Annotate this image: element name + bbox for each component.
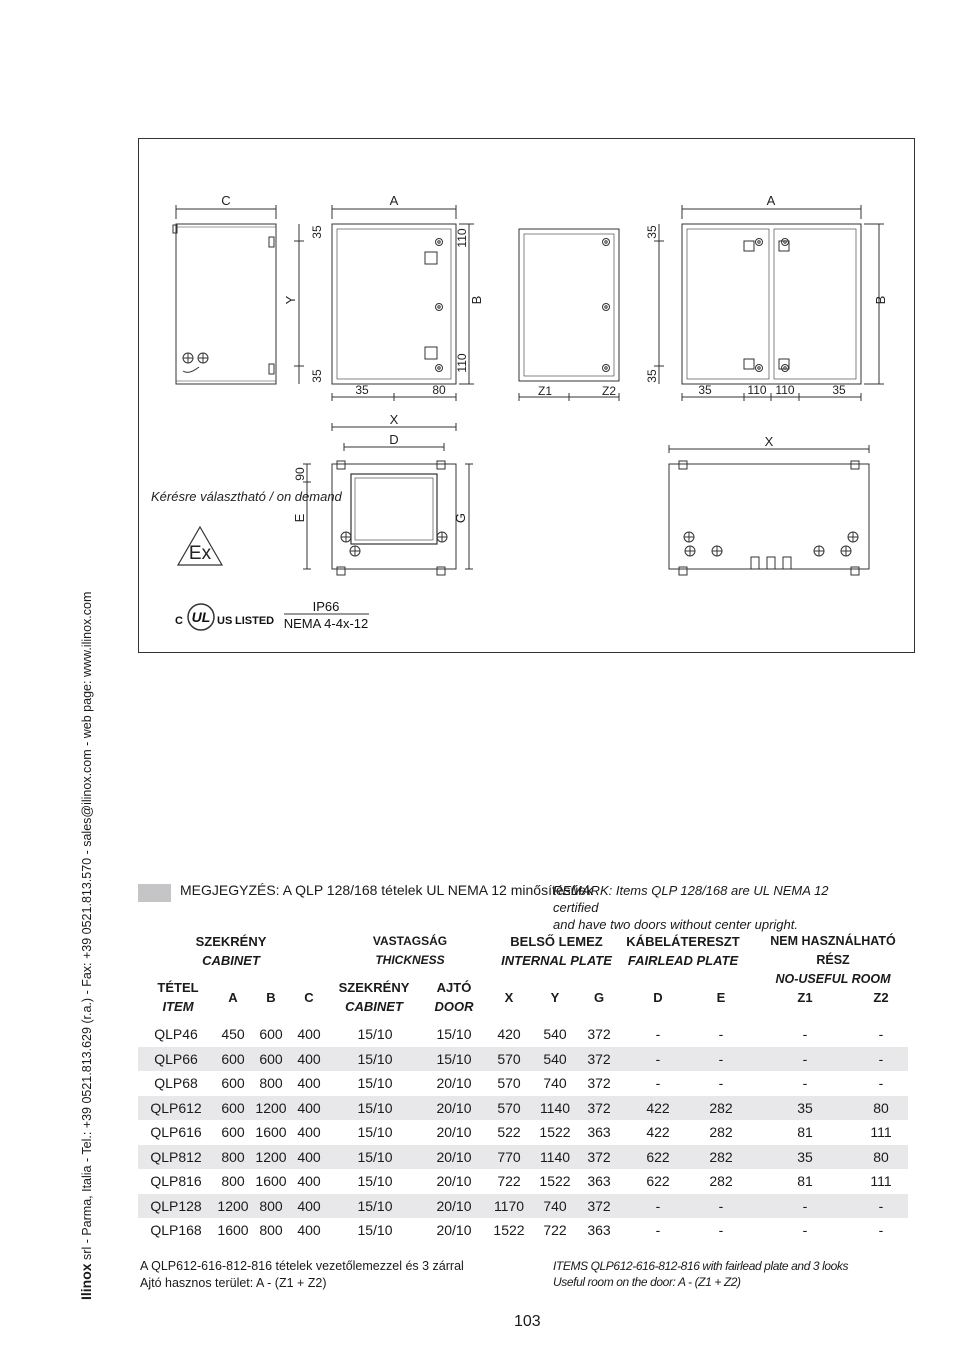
header-fairlead-en: FAIRLEAD PLATE (627, 953, 739, 968)
cell-z1: - (802, 1050, 808, 1067)
cell-cabinet-thickness: 15/10 (357, 1124, 393, 1140)
cell-door-thickness: 20/10 (436, 1173, 472, 1189)
cell-item: QLP66 (154, 1050, 198, 1067)
cell-d: 422 (646, 1099, 670, 1116)
cell-b: 600 (259, 1026, 283, 1042)
table-row (138, 1218, 908, 1243)
cell-d: - (655, 1026, 661, 1042)
header-thickness-group (360, 932, 460, 970)
cell-item: QLP46 (154, 1026, 198, 1042)
cell-c: 400 (297, 1173, 321, 1189)
dim-b2-label: B (873, 295, 888, 305)
cell-z1: 81 (797, 1173, 813, 1189)
dim-c-label: C (221, 193, 231, 208)
header-cabinet-en: CABINET (202, 953, 260, 968)
table-row (138, 1194, 908, 1219)
cell-g: 372 (587, 1050, 611, 1067)
dim-e-label: E (292, 513, 307, 523)
footnote-en-line-1: ITEMS QLP612-616-812-816 with fairlead plate and 3 looks (553, 1259, 849, 1273)
dim-35-top: 35 (310, 225, 324, 239)
footnote-english (553, 1258, 848, 1290)
cell-b: 800 (259, 1222, 283, 1238)
dimension-table-body (138, 1022, 908, 1243)
header-internal-plate-group (494, 932, 619, 970)
cell-item: QLP616 (150, 1124, 202, 1140)
dim-110-door-1: 110 (747, 383, 767, 397)
ex-mark (178, 527, 222, 565)
front-view-two-doors (682, 193, 888, 401)
cell-a: 1600 (217, 1222, 249, 1238)
col-cabinet-en: CABINET (345, 999, 403, 1014)
footnote-hu-line-1: A QLP612-616-812-816 tételek vezetőlemezzel és 3 zárral (140, 1259, 464, 1273)
cell-door-thickness: 15/10 (436, 1026, 472, 1042)
cell-d: 622 (646, 1148, 670, 1165)
nema-rating: NEMA 4-4x-12 (283, 616, 369, 631)
dim-35-bottom: 35 (310, 369, 324, 383)
cell-item: QLP816 (150, 1173, 202, 1189)
col-b: B (266, 990, 276, 1005)
cell-z1: 35 (797, 1148, 813, 1165)
cell-a: 600 (221, 1124, 245, 1140)
dim-x-label: X (389, 412, 399, 427)
header-no-useful-group (758, 932, 908, 989)
company-contact-vertical (78, 592, 94, 1300)
brand-name: Ilinox (78, 1263, 94, 1300)
top-view-two-doors (669, 434, 869, 575)
cell-a: 450 (221, 1026, 245, 1042)
table-row (138, 1096, 908, 1121)
cell-x: 522 (497, 1124, 521, 1140)
cell-item: QLP168 (150, 1222, 202, 1238)
col-door-thickness (422, 978, 486, 1016)
cell-y: 740 (543, 1075, 567, 1091)
table-row (138, 1120, 908, 1145)
cell-y: 740 (543, 1197, 567, 1214)
dim-110-top: 110 (455, 228, 469, 248)
cell-g: 363 (587, 1222, 611, 1238)
col-c: C (304, 990, 314, 1005)
cell-door-thickness: 15/10 (436, 1050, 472, 1067)
cell-d: - (655, 1222, 661, 1238)
footnote-en-line-2: Useful room on the door: A - (Z1 + Z2) (553, 1275, 741, 1289)
side-view (173, 193, 276, 384)
cell-item: QLP812 (150, 1148, 202, 1165)
page-number: 103 (514, 1313, 541, 1330)
cell-y: 722 (543, 1222, 567, 1238)
col-door-hu: AJTÓ (436, 980, 472, 995)
col-item-hu: TÉTEL (157, 980, 199, 995)
cell-x: 570 (497, 1050, 521, 1067)
header-fairlead-hu: KÁBELÁTERESZT (626, 934, 740, 949)
on-demand-note: Kérésre választható / on demand (151, 489, 342, 504)
cell-b: 800 (259, 1075, 283, 1091)
front-view-single-door (332, 193, 484, 401)
cell-z2: 111 (870, 1124, 892, 1140)
cell-g: 363 (587, 1173, 611, 1189)
dim-35-door-right: 35 (832, 383, 846, 397)
note-marker (138, 884, 171, 902)
dim-35-right-top: 35 (645, 225, 659, 239)
cell-cabinet-thickness: 15/10 (357, 1173, 393, 1189)
cell-x: 1170 (493, 1197, 525, 1214)
cell-x: 570 (497, 1099, 521, 1116)
table-row (138, 1169, 908, 1194)
col-x: X (504, 990, 514, 1005)
cell-c: 400 (297, 1124, 321, 1140)
header-nouse-hu: NEM HASZNÁLHATÓ RÉSZ (770, 934, 896, 967)
col-door-en: DOOR (434, 999, 474, 1014)
cell-c: 400 (297, 1050, 321, 1067)
cell-z2: 80 (873, 1099, 889, 1116)
cell-y: 540 (543, 1026, 567, 1042)
table-row (138, 1071, 908, 1096)
note-hungarian: MEGJEGYZÉS: A QLP 128/168 tételek UL NEMA 12 minősítésűek (180, 882, 594, 898)
cell-z1: 35 (797, 1099, 813, 1116)
cell-g: 372 (587, 1026, 611, 1042)
cell-d: - (655, 1197, 661, 1214)
internal-plate-view (519, 229, 619, 401)
cell-z2: - (878, 1050, 884, 1067)
cell-z2: - (878, 1222, 884, 1238)
note-english-line-2: and have two doors without center upright. (553, 917, 798, 932)
dim-35-right-bottom: 35 (645, 369, 659, 383)
footnote-hungarian (140, 1258, 464, 1292)
cell-b: 1600 (255, 1124, 287, 1140)
col-item-en: ITEM (162, 999, 194, 1014)
header-fairlead-group (620, 932, 746, 970)
ex-mark-text: Ex (188, 543, 212, 564)
dim-x2-label: X (764, 434, 774, 449)
cell-d: 422 (646, 1124, 670, 1140)
cell-item: QLP68 (154, 1075, 198, 1091)
cell-e: 282 (709, 1124, 733, 1140)
cell-b: 1200 (255, 1148, 287, 1165)
cell-z1: - (802, 1222, 808, 1238)
col-z2: Z2 (873, 990, 889, 1005)
cell-item: QLP612 (150, 1099, 202, 1116)
cell-door-thickness: 20/10 (436, 1148, 472, 1165)
svg-text:UL: UL (191, 609, 211, 625)
cell-cabinet-thickness: 15/10 (357, 1148, 393, 1165)
dim-z2: Z2 (601, 384, 617, 398)
cell-g: 363 (587, 1124, 611, 1140)
cell-y: 1522 (539, 1124, 571, 1140)
cell-g: 372 (587, 1197, 611, 1214)
cell-d: - (655, 1075, 661, 1091)
ul-listed-mark (175, 599, 369, 631)
cell-b: 1600 (255, 1173, 287, 1189)
col-item (148, 978, 208, 1016)
cell-y: 1522 (539, 1173, 571, 1189)
cell-x: 722 (497, 1173, 521, 1189)
dim-110-bottom: 110 (455, 353, 469, 373)
table-row (138, 1145, 908, 1170)
cell-item: QLP128 (150, 1197, 202, 1214)
cell-z2: 111 (870, 1173, 892, 1189)
cell-z1: - (802, 1197, 808, 1214)
cell-z2: - (878, 1075, 884, 1091)
cell-c: 400 (297, 1222, 321, 1238)
cell-cabinet-thickness: 15/10 (357, 1197, 393, 1214)
dim-column-right (645, 224, 664, 384)
cell-x: 420 (497, 1026, 521, 1042)
header-thickness-en: THICKNESS (375, 953, 445, 967)
dim-d-label: D (389, 432, 399, 447)
cell-door-thickness: 20/10 (436, 1197, 472, 1214)
cell-d: 622 (646, 1173, 670, 1189)
col-cabinet-hu: SZEKRÉNY (338, 980, 410, 995)
cell-y: 1140 (539, 1099, 571, 1116)
cell-cabinet-thickness: 15/10 (357, 1222, 393, 1238)
cell-b: 1200 (255, 1099, 287, 1116)
cell-a: 600 (221, 1050, 245, 1067)
cell-c: 400 (297, 1099, 321, 1116)
cell-x: 570 (497, 1075, 521, 1091)
cell-a: 600 (221, 1075, 245, 1091)
cell-e: - (718, 1026, 724, 1042)
cell-b: 800 (259, 1197, 283, 1214)
table-row (138, 1022, 908, 1047)
header-internal-hu: BELSŐ LEMEZ (510, 934, 603, 949)
cell-a: 600 (221, 1099, 245, 1116)
cell-e: 282 (709, 1099, 733, 1116)
header-nouse-en: NO-USEFUL ROOM (775, 972, 891, 986)
cell-d: - (655, 1050, 661, 1067)
cell-g: 372 (587, 1075, 611, 1091)
table-row (138, 1047, 908, 1072)
dim-g-label: G (453, 512, 468, 524)
cell-cabinet-thickness: 15/10 (357, 1050, 393, 1067)
cell-e: - (718, 1222, 724, 1238)
dim-y-label: Y (283, 295, 298, 305)
footnote-hu-line-2: Ajtó hasznos terület: A - (Z1 + Z2) (140, 1276, 327, 1290)
header-cabinet-hu: SZEKRÉNY (195, 934, 267, 949)
cell-door-thickness: 20/10 (436, 1099, 472, 1116)
cell-b: 600 (259, 1050, 283, 1067)
ip-rating: IP66 (312, 599, 340, 614)
dim-b-label: B (469, 295, 484, 305)
cell-g: 372 (587, 1099, 611, 1116)
header-thickness-hu: VASTAGSÁG (372, 934, 448, 948)
dim-column-y (283, 224, 324, 384)
dim-90-label: 90 (293, 467, 307, 481)
cell-z2: - (878, 1026, 884, 1042)
dim-35-front: 35 (355, 383, 369, 397)
cell-y: 1140 (539, 1148, 571, 1165)
dim-a-label: A (389, 193, 399, 208)
header-internal-en: INTERNAL PLATE (501, 953, 612, 968)
cell-z1: - (802, 1026, 808, 1042)
col-cabinet-thickness (334, 978, 414, 1016)
cell-e: 282 (709, 1173, 733, 1189)
ul-listed-text: LISTED (235, 615, 275, 627)
cell-x: 770 (497, 1148, 521, 1165)
cell-z2: - (878, 1197, 884, 1214)
col-a: A (228, 990, 238, 1005)
cell-z1: 81 (797, 1124, 813, 1140)
col-z1: Z1 (797, 990, 813, 1005)
dim-a2-label: A (766, 193, 776, 208)
cell-x: 1522 (493, 1222, 525, 1238)
col-y: Y (550, 990, 560, 1005)
contact-details: srl - Parma, Italia - Tel.: +39 0521.813.629 (r.a.) - Fax: +39 0521.813.570 - sales@ilinox.com - web page: www.ilinox.com (80, 591, 94, 1264)
cell-e: - (718, 1075, 724, 1091)
header-cabinet-group (178, 932, 284, 970)
cell-door-thickness: 20/10 (436, 1124, 472, 1140)
cell-door-thickness: 20/10 (436, 1075, 472, 1091)
cell-c: 400 (297, 1197, 321, 1214)
cell-e: - (718, 1197, 724, 1214)
dim-80: 80 (432, 383, 446, 397)
col-g: G (593, 990, 605, 1005)
cell-e: 282 (709, 1148, 733, 1165)
ul-c-text: C (175, 615, 183, 627)
cell-cabinet-thickness: 15/10 (357, 1075, 393, 1091)
cell-a: 800 (221, 1148, 245, 1165)
dim-z1: Z1 (537, 384, 553, 398)
cell-c: 400 (297, 1148, 321, 1165)
cell-g: 372 (587, 1148, 611, 1165)
cell-y: 540 (543, 1050, 567, 1067)
cell-e: - (718, 1050, 724, 1067)
dim-35-door-left: 35 (698, 383, 712, 397)
cell-cabinet-thickness: 15/10 (357, 1099, 393, 1116)
col-e: E (716, 990, 726, 1005)
cell-a: 800 (221, 1173, 245, 1189)
technical-drawing (139, 139, 916, 654)
dim-110-door-2: 110 (775, 383, 795, 397)
col-d: D (653, 990, 663, 1005)
cell-z2: 80 (873, 1148, 889, 1165)
cell-cabinet-thickness: 15/10 (357, 1026, 393, 1042)
cell-c: 400 (297, 1026, 321, 1042)
cell-z1: - (802, 1075, 808, 1091)
note-english (553, 882, 863, 933)
cell-door-thickness: 20/10 (436, 1222, 472, 1238)
ul-us-text: US (217, 615, 233, 627)
technical-drawing-frame (138, 138, 915, 653)
cell-a: 1200 (217, 1197, 249, 1214)
cell-c: 400 (297, 1075, 321, 1091)
note-english-line-1: REMARK: Items QLP 128/168 are UL NEMA 12 certified (553, 883, 829, 915)
